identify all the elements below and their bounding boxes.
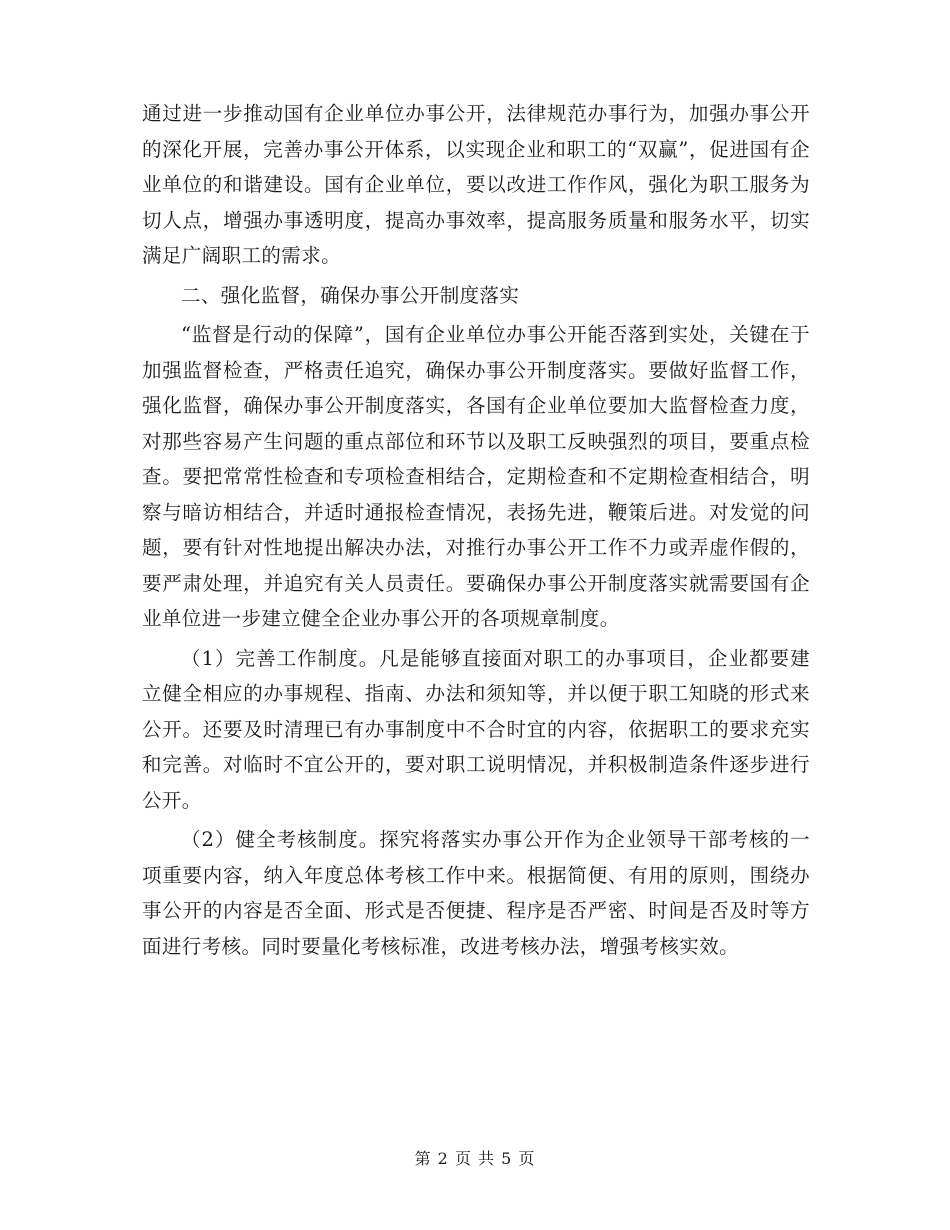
document-body [142, 96, 810, 964]
paragraph-section-2: “监督是行动的保障”，国有企业单位办事公开能否落到实处，关键在于加强监督检查，严格责任追究，确保办事公开制度落实。要做好监督工作，强化监督，确保办事公开制度落实，各国有企业单位要加大监督检查力度，对那些容易产生问题的重点部位和环节以及职工反映强烈的项目，要重点检查。要把常常性检查和专项检查相结合，定期检查和不定期检查相结合，明察与暗访相结合，并适时通报检查情况，表扬先进，鞭策后进。对发觉的问题，要有针对性地提出解决办法，对推行办事公开工作不力或弄虚作假的，要严肃处理，并追究有关人员责任。要确保办事公开制度落实就需要国有企业单位进一步建立健全企业办事公开的各项规章制度。 [142, 323, 810, 630]
page-number: 第 2 页 共 5 页 [414, 1149, 536, 1168]
section-heading: 二、强化监督，确保办事公开制度落实 [181, 283, 520, 307]
paragraph-intro: 通过进一步推动国有企业单位办事公开，法律规范办事行为，加强办事公开的深化开展，完善办事公开体系，以实现企业和职工的“双赢”，促进国有企业单位的和谐建设。国有企业单位，要以改进工作作风，强化为职工服务为切人点，增强办事透明度，提高办事效率，提高服务质量和服务水平，切实满足广阔职工的需求。 [142, 102, 810, 267]
paragraph-item-1: （1）完善工作制度。凡是能够直接面对职工的办事项目，企业都要建立健全相应的办事规程、指南、办法和须知等，并以便于职工知晓的形式来公开。还要及时清理已有办事制度中不合时宜的内容，依据职工的要求充实和完善。对临时不宜公开的，要对职工说明情况，并积极制造条件逐步进行公开。 [142, 646, 810, 812]
paragraph-item-2: （2）健全考核制度。探究将落实办事公开作为企业领导干部考核的一项重要内容，纳入年度总体考核工作中来。根据简便、有用的原则，围绕办事公开的内容是否全面、形式是否便捷、程序是否严密、时间是否及时等方面进行考核。同时要量化考核标准，改进考核办法，增强考核实效。 [142, 828, 810, 958]
